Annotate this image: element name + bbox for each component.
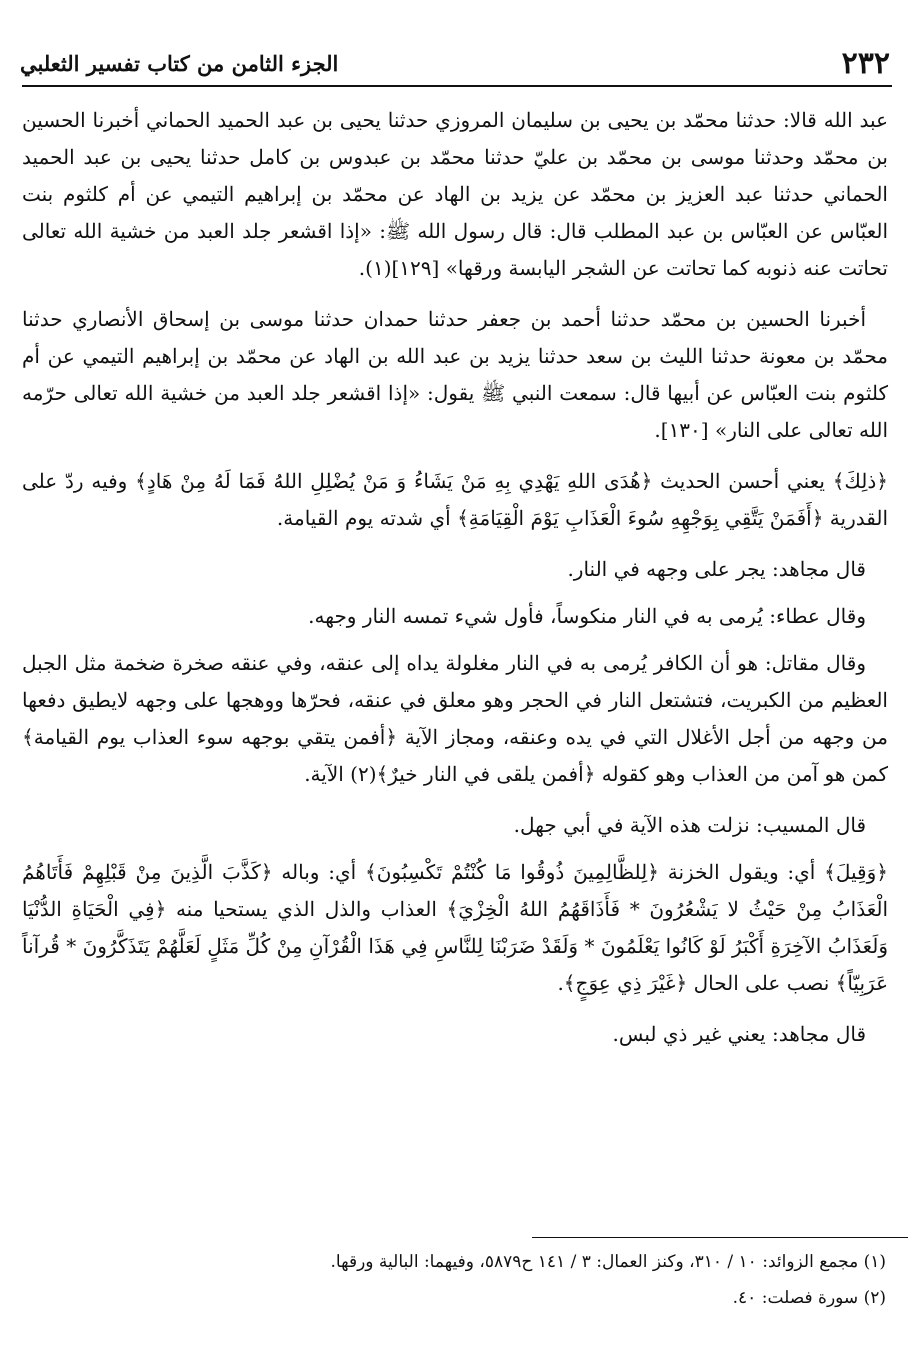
footnote-1: (١) مجمع الزوائد: ١٠ / ٣١٠، وكنز العمال: ٣ / ١٤١ ح٥٨٧٩، وفيهما: البالية ورقها.: [330, 1252, 886, 1272]
paragraph-mujahid-labs: قال مجاهد: يعني غير ذي لبس.: [612, 1022, 866, 1046]
paragraph-khazana: ﴿وَقِيلَ﴾ أي: ويقول الخزنة ﴿لِلظَّالِمِينَ ذُوقُوا مَا كُنْتُمْ تَكْسِبُونَ﴾ أي: وباله ﴿كَذَّبَ الَّذِينَ مِنْ قَبْلِهِمْ فَأَتَاهُمُ الْعَذَابُ مِنْ حَيْثُ لا يَشْعُرُونَ * فَأَذَاقَهُمُ اللهُ الْخِزْيَ﴾ العذاب والذل الذي يستحيا منه ﴿فِي الْحَيَاةِ الدُّنْيَا وَلَعَذَابُ الآخِرَةِ أَكْبَرُ لَوْ كَانُوا يَعْلَمُونَ * وَلَقَدْ ضَرَبْنَا لِلنَّاسِ فِي هَذَا الْقُرْآنِ مِنْ كُلِّ مَثَلٍ لَعَلَّهُمْ يَتَذَكَّرُونَ * قُرآناً عَرَبِيّاً﴾ نصب على الحال ﴿غَيْرَ ذِي عِوَجٍ﴾.: [22, 860, 888, 995]
running-title: الجزء الثامن من كتاب تفسير الثعلبي: [20, 51, 339, 76]
paragraph-muqatil: وقال مقاتل: هو أن الكافر يُرمى به في النار مغلولة يداه إلى عنقه، وفي عنقه صخرة ضخمة مثل الجبل العظيم من الكبريت، فتشتعل النار في الحجر وهو معلق في عنقه، فحرّها ووهجها على وجهه لايطيق دفعها من وجهه من أجل الأغلال التي في يده وعنقه، ومجاز الآية ﴿أفمن يتقي بوجهه سوء العذاب يوم القيامة﴾ كمن هو آمن من العذاب وهو كقوله ﴿أفمن يلقى في النار خيرٌ﴾(٢) الآية.: [22, 651, 888, 786]
header-rule: [22, 85, 892, 87]
footnotes: [22, 1244, 886, 1316]
paragraph-musayyib: قال المسيب: نزلت هذه الآية في أبي جهل.: [513, 813, 866, 837]
footnote-2: (٢) سورة فصلت: ٤٠.: [732, 1288, 886, 1308]
footnote-rule: [532, 1237, 908, 1238]
paragraph-hadith-129: عبد الله قالا: حدثنا محمّد بن يحيى بن سليمان المروزي حدثنا يحيى بن عبد الحميد الحماني أخبرنا الحسين بن محمّد وحدثنا موسى بن محمّد بن عليّ حدثنا محمّد بن عبدوس بن كامل حدثنا يحيى بن عبد الحميد الحماني حدثنا عبد العزيز بن محمّد عن يزيد بن الهاد عن محمّد بن إبراهيم التيمي عن أم كلثوم بنت العبّاس عن العبّاس بن عبد المطلب قال: قال رسول الله ﷺ: «إذا اقشعر جلد العبد من خشية الله تعالى تحاتت عنه ذنوبه كما تحاتت عن الشجر اليابسة ورقها» [١٢٩](١).: [22, 108, 888, 280]
page-header: [20, 40, 890, 82]
paragraph-hadith-130: أخبرنا الحسين بن محمّد حدثنا أحمد بن جعفر حدثنا حمدان حدثنا موسى بن إسحاق الأنصاري حدثنا محمّد بن معونة حدثنا الليث بن سعد حدثنا يزيد بن عبد الله بن الهاد عن محمّد بن إبراهيم التيمي عن أم كلثوم بنت العبّاس عن أبيها قال: سمعت النبي ﷺ يقول: «إذا اقشعر جلد العبد من خشية الله تعالى حرّمه الله تعالى على النار» [١٣٠].: [22, 307, 888, 442]
paragraph-ata: وقال عطاء: يُرمى به في النار منكوساً، فأول شيء تمسه النار وجهه.: [308, 604, 866, 628]
paragraph-tafsir-verse: ﴿ذلِكَ﴾ يعني أحسن الحديث ﴿هُدَى اللهِ يَهْدِي بِهِ مَنْ يَشَاءُ وَ مَنْ يُضْلِلِ اللهُ فَمَا لَهُ مِنْ هَادٍ﴾ وفيه ردّ على القدرية ﴿أَفَمَنْ يَتَّقِي بِوَجْهِهِ سُوءَ الْعَذَابِ يَوْمَ الْقِيَامَةِ﴾ أي شدته يوم القيامة.: [22, 469, 888, 530]
main-text: [22, 102, 888, 1067]
paragraph-mujahid: قال مجاهد: يجر على وجهه في النار.: [567, 557, 866, 581]
page-number: ٢٣٢: [841, 46, 890, 81]
